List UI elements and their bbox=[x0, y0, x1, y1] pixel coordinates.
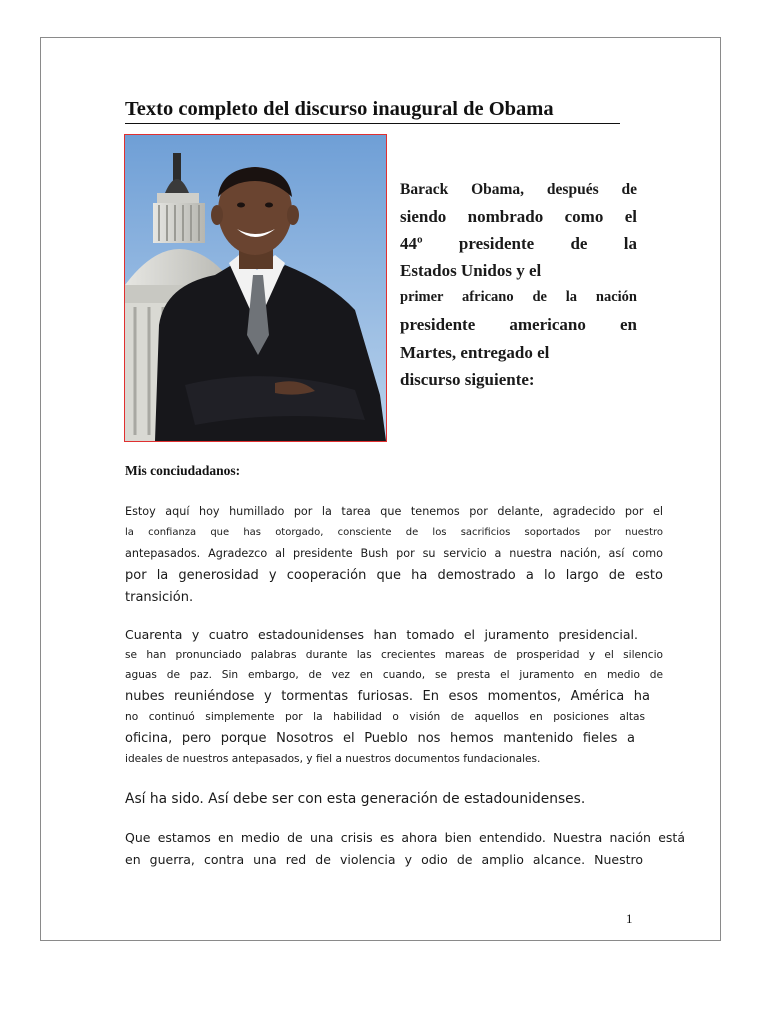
paragraph-line: no continuó simplemente por la habilidad o visión de aquellos en posiciones altas bbox=[125, 711, 645, 723]
paragraph-line: nubes reuniéndose y tormentas furiosas. En esos momentos, América ha bbox=[125, 689, 650, 704]
paragraph-line: antepasados. Agradezco al presidente Bush por su servicio a nuestra nación, así como bbox=[125, 547, 663, 560]
paragraph-line: la confianza que has otorgado, consciente de los sacrificios soportados por nuestro bbox=[125, 527, 663, 538]
paragraph-line: transición. bbox=[125, 590, 194, 605]
paragraph-line: se han pronunciado palabras durante las crecientes mareas de prosperidad y el silencio bbox=[125, 649, 663, 661]
paragraph-line: Cuarenta y cuatro estadounidenses han tomado el juramento presidencial. bbox=[125, 627, 638, 642]
paragraph-3 bbox=[125, 788, 663, 810]
intro-line: 44º presidente de la bbox=[400, 234, 637, 253]
intro-line: siendo nombrado como el bbox=[400, 207, 637, 226]
intro-text bbox=[400, 176, 637, 393]
intro-line: Barack Obama, después de bbox=[400, 181, 637, 198]
greeting: Mis conciudadanos: bbox=[125, 463, 241, 478]
paragraph-line: por la generosidad y cooperación que ha demostrado a lo largo de esto bbox=[125, 568, 663, 583]
paragraph-line: Estoy aquí hoy humillado por la tarea que tenemos por delante, agradecido por el bbox=[125, 505, 663, 518]
paragraph-line: en guerra, contra una red de violencia y odio de amplio alcance. Nuestro bbox=[125, 852, 643, 867]
paragraph-1 bbox=[125, 501, 663, 609]
paragraph-line: Así ha sido. Así debe ser con esta generación de estadounidenses. bbox=[125, 791, 586, 807]
intro-line: presidente americano en bbox=[400, 315, 637, 334]
obama-photo bbox=[124, 134, 387, 442]
paragraph-2 bbox=[125, 624, 663, 769]
intro-line: primer africano de la nación bbox=[400, 289, 637, 305]
paragraph-line: Que estamos en medio de una crisis es ahora bien entendido. Nuestra nación está bbox=[125, 830, 685, 845]
page-number: 1 bbox=[626, 911, 633, 926]
paragraph-line: aguas de paz. Sin embargo, de vez en cuando, se presta el juramento en medio de bbox=[125, 669, 663, 681]
intro-line: discurso siguiente: bbox=[400, 370, 535, 389]
paragraph-line: oficina, pero porque Nosotros el Pueblo nos hemos mantenido fieles a bbox=[125, 731, 635, 746]
intro-line: Estados Unidos y el bbox=[400, 261, 542, 280]
paragraph-4 bbox=[125, 827, 685, 871]
document-title: Texto completo del discurso inaugural de Obama bbox=[125, 98, 620, 124]
paragraph-line: ideales de nuestros antepasados, y fiel a nuestros documentos fundacionales. bbox=[125, 753, 541, 765]
intro-line: Martes, entregado el bbox=[400, 343, 550, 362]
